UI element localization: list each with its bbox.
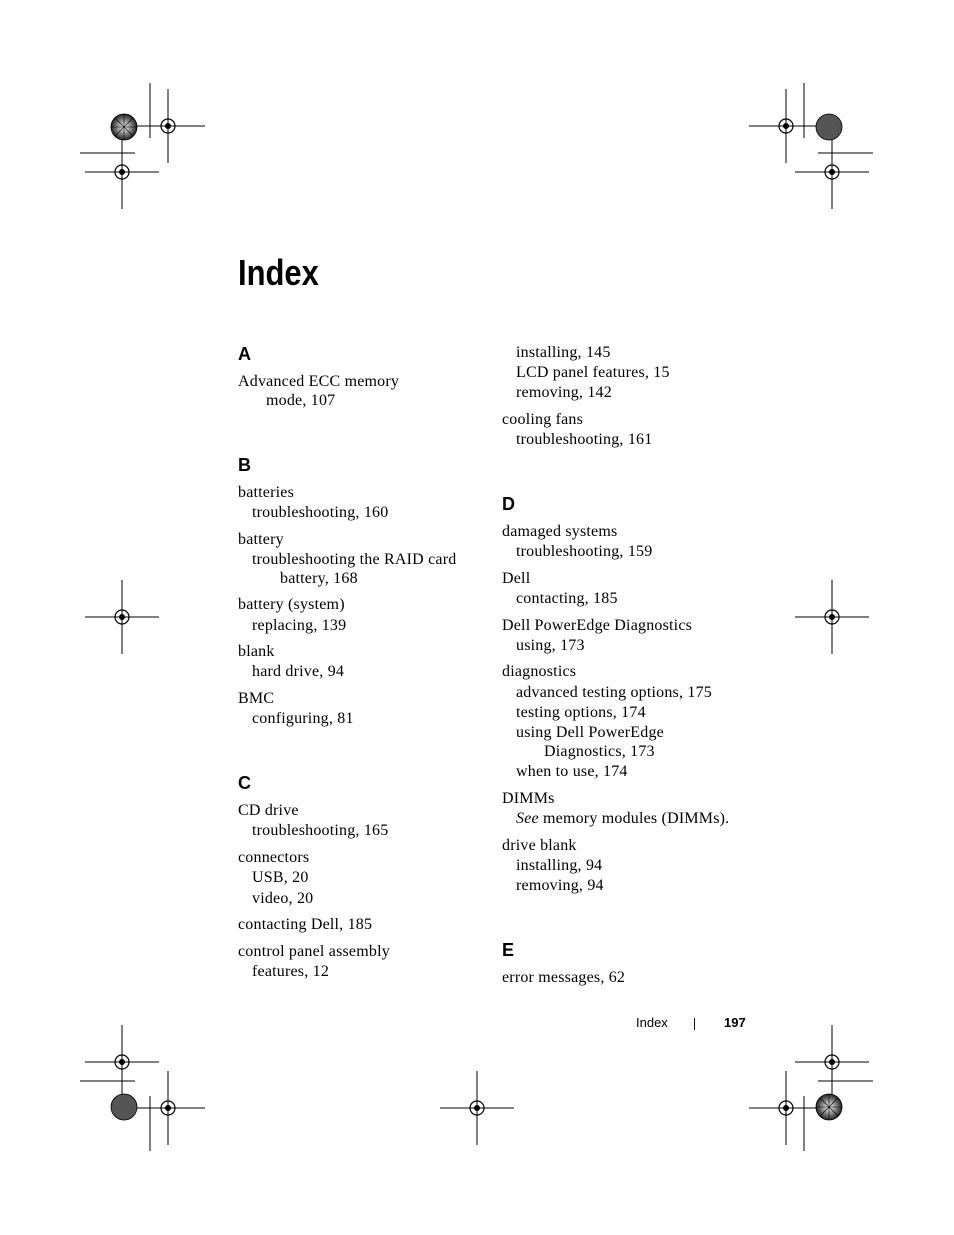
index-subterm: using Dell PowerEdge xyxy=(516,724,664,741)
footer-divider xyxy=(694,1018,695,1030)
rosette-top-right xyxy=(816,114,842,140)
index-subterm: installing, 94 xyxy=(516,857,603,874)
footer-section-label: Index xyxy=(636,1015,668,1030)
index-subterm: when to use, 174 xyxy=(516,763,628,780)
index-subterm: troubleshooting, 161 xyxy=(516,431,653,448)
page-number: 197 xyxy=(724,1015,746,1030)
index-subterm: testing options, 174 xyxy=(516,704,646,721)
index-term: error messages, 62 xyxy=(502,969,626,986)
rosette-top-left xyxy=(111,114,137,140)
section-letter-e: E xyxy=(502,940,515,960)
index-subterm: installing, 145 xyxy=(516,344,611,361)
section-letter-b: B xyxy=(238,455,251,475)
index-term: BMC xyxy=(238,690,275,707)
index-subterm: troubleshooting the RAID card xyxy=(252,551,457,568)
index-term: batteries xyxy=(238,484,294,501)
index-subterm: troubleshooting, 165 xyxy=(252,822,389,839)
index-subterm: troubleshooting, 159 xyxy=(516,543,653,560)
index-term: CD drive xyxy=(238,802,299,819)
index-subterm: USB, 20 xyxy=(252,869,309,886)
section-letter-d: D xyxy=(502,494,515,514)
section-letter-a: A xyxy=(238,344,251,364)
index-subterm: troubleshooting, 160 xyxy=(252,504,389,521)
see-label: See xyxy=(516,810,539,827)
index-term: Advanced ECC memory xyxy=(238,373,400,390)
index-subterm: features, 12 xyxy=(252,963,330,980)
index-term: drive blank xyxy=(502,837,577,854)
index-term: damaged systems xyxy=(502,523,618,540)
rosette-bottom-right xyxy=(816,1094,842,1120)
see-target: memory modules (DIMMs). xyxy=(543,810,730,827)
rosette-bottom-left xyxy=(111,1094,137,1120)
index-subterm: removing, 94 xyxy=(516,877,604,894)
section-letter-c: C xyxy=(238,773,251,793)
index-see-reference xyxy=(516,809,729,829)
index-term: contacting Dell, 185 xyxy=(238,916,373,933)
index-subterm-continuation: battery, 168 xyxy=(280,570,358,587)
index-subterm-continuation: Diagnostics, 173 xyxy=(544,743,655,760)
index-subterm: contacting, 185 xyxy=(516,590,618,607)
index-term: diagnostics xyxy=(502,663,577,680)
index-term: cooling fans xyxy=(502,411,584,428)
index-term: blank xyxy=(238,643,275,660)
index-term: battery xyxy=(238,531,284,548)
page-title: Index xyxy=(238,252,319,293)
index-term: DIMMs xyxy=(502,790,555,807)
index-term: connectors xyxy=(238,849,310,866)
index-subterm: hard drive, 94 xyxy=(252,663,345,680)
index-term-continuation: mode, 107 xyxy=(266,392,336,409)
index-term: control panel assembly xyxy=(238,943,390,960)
index-term: Dell PowerEdge Diagnostics xyxy=(502,617,693,634)
index-term: Dell xyxy=(502,570,531,587)
index-subterm: using, 173 xyxy=(516,637,585,654)
index-term: battery (system) xyxy=(238,596,345,613)
index-subterm: configuring, 81 xyxy=(252,710,354,727)
index-subterm: advanced testing options, 175 xyxy=(516,684,712,701)
index-subterm: video, 20 xyxy=(252,890,314,907)
index-subterm: replacing, 139 xyxy=(252,617,347,634)
index-subterm: removing, 142 xyxy=(516,384,612,401)
index-subterm: LCD panel features, 15 xyxy=(516,364,670,381)
